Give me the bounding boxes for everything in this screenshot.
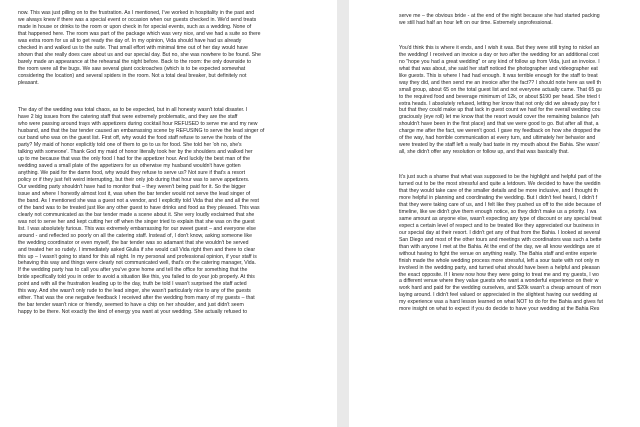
paragraph: The day of the wedding was total chaos, as to be expected, but in all honesty wasn't total disaster. I have 2 big issues from the catering staff that were extremely problematic, and they are the staff who were passing around trays with appetizers during cocktail hour REFUSED to serve me and my new husband, and that the bar tender caused an embarrassing scene by REFUSING to serve the lead singer of our band who was on the guest list. First off, why would the food staff refuse to serve the hosts of the party? My maid of honor explicitly told one of them to go to us for food. She told her 'oh no, she's talking with someone'. Thank God my maid of honor literally took her by the shoulders and walked her up to me because that was the only food I had for the appetizer hour. And luckily the best man of the wedding saved a small plate of the appetizers for us otherwise my husband wouldn't have gotten anything. We paid for the damn food, why would they refuse to serve us? Not sure if that's a resort policy or if they just felt weird interrupting, but their only job during that hour was to serve appetizers. Our wedding party shouldn't have had to monitor that – they weren't being paid for it. So the bigger issue and where I honestly almost lost it, was when the bar tender would not serve the lead singer of the band. As I mentioned she was a guest not a vendor, and I explicitly told Vida that she and all the rest of the band was to be treated just like any other guest to have drinks and food as they pleased. This was clearly not communicated as the bar tender made a scene about it. She very loudly exclaimed that she was not to serve her and kept cutting her off when the singer tried to explain that she was on the guest list. I was absolutely furious. This was extremely embarrassing for our sweet guest – and everyone else around - and reflected so poorly on all the catering staff. Instead of, I don't know, asking someone like the wedding coordinator or even myself, the bar tender was so adamant that she wouldn't be served and treated her so rudely. I immediately asked Giulia if she would call Vida right then and there to clear this up – I wasn't going to stand for this all night. In my personal and professional opinion, if your staff is behaving this way and things were clearly not communicated well, that's on the catering manager, Vida. If the wedding party has to call you after you've gone home and tell the office for something that the bride specifically told you in order to avoid a situation like this, you failed to do your job properly. At this point and with all the frustration leading up to the day, truth be told I wasn't surprised the staff acted this way. And she wasn't only rude to the lead singer, she wasn't particularly nice to any of the guests either. That was the one negative feedback I received after the wedding from many of my guests – that the bar tender wasn't nice or friendly, seemed to have a chip on her shoulder, and just didn't seem happy to be there. Not exactly the kind of energy you want at your wedding. She actually refused to [18, 107, 265, 316]
paragraph: It's just such a shame that what was supposed to be the highlight and helpful part of the turned out to be the most stressful and quite a letdown. We decided to have the weddin that they would take care of the smaller details and be more inclusive, and I thought th more helpful in planning and coordinating the wedding. But I didn't feel heard, I didn't f that they were taking care of us, and I felt like they pushed us off to the side because of timeline, like we didn't give them enough notice, so they didn't make us a priority. I wa same amount as anyone else, wasn't expecting any type of discount or any special treat expect a certain level of respect and to be treated like they appreciated our business in our special day at their resort. I didn't get any of that from the Bahia. I looked at several San Diego and most of the other tours and meetings with coordinators was such a bette than with anyone I met at the Bahia. At the end of the day, we all know weddings are st without having to fight the venue on anything really. The Bahia staff and entire experie finish made the whole wedding process more stressful, left a sour taste with not only m involved in the wedding party, and turned what should have been a helpful and pleasan the exact opposite. If I knew now how they were going to treat me and my guests, I wo a different venue where they value guests who want a wonderful experience on their w work hard and paid for the wedding ourselves, and $20k wasn't a cheap amount of mon laying around. I didn't feel valued or appreciated in the slightest having our wedding at my experience was a hard lesson learned on what NOT to do for the Bahia and gives fut more insight on what to expect if you do decide to have your wedding at the Bahia Res [399, 174, 603, 313]
paragraph: You'd think this is where it ends, and I wish it was. But they were still trying to nickel an the wedding! I received an invoice a day or two after the wedding for an additional cost no "hope you had a great wedding" or any kind of follow up from Vida, just an invoice. I what that was about, she said her staff noticed the photographer and videographer eat like guests. This is where I had had enough. It was terrible enough for the staff to treat way they did, and then send me an invoice after the fact?? I should note here as well th small group, about 65 on the total guest list and not everyone actually came. That 65 gu to the required food and beverage minimum of 12k, or about $190 per head. She tried t extra heads. I absolutely refused, letting her know that not only did we already pay for t but that they could make up that lack in guest count we had for the overall wedding cou graciously (eye roll) let me know that the resort would cover the remaining balance (wh shouldn't have been in the first place) and that we were good to go. But after all that, a charge me after the fact, we weren't good. I gave my feedback on how she dropped the of the way, had horrible communication at every turn, and ultimately her behavior and were treated by the staff left a really bad taste in my mouth about the Bahia. She wasn' all, she didn't offer any resolution or follow up, and that was basically that. [399, 44, 602, 156]
document-page-right [349, 0, 640, 427]
paragraph-gap [399, 36, 640, 45]
paragraph-gap [18, 95, 331, 107]
paragraph-gap [399, 165, 640, 174]
paragraph: serve me – the obvious bride - at the end of the night because she had started packing we still had half an hour left on our time. Extremely unprofessional. [399, 13, 600, 26]
paragraph: now. This was just pilling on to the frustration. As I mentioned, I've worked in hospitality in the past and we always knew if there was a special event or occasion when our guests checked in. We'd send treats made in house or drinks to the room or upon check in for special events, such as a wedding. None of that happened here. The room was part of the package which was very nice, and we had a suite so there was extra room for us all to get ready the day of. In my opinion, Vida should have had us already checked in and walked us to the suite. That small effort with minimal time out of her day would have shown that she really does care about us and our special day. But no, she was nowhere to be found. She barely made an appearance at the rehearsal the night before. Back to the room: the only downside to the room were all the bugs. We saw several giant cockroaches (which is to be expected somewhat considering the location) and several spiders in the room. Not a total deal breaker, but definitely not pleasant. [18, 10, 261, 86]
